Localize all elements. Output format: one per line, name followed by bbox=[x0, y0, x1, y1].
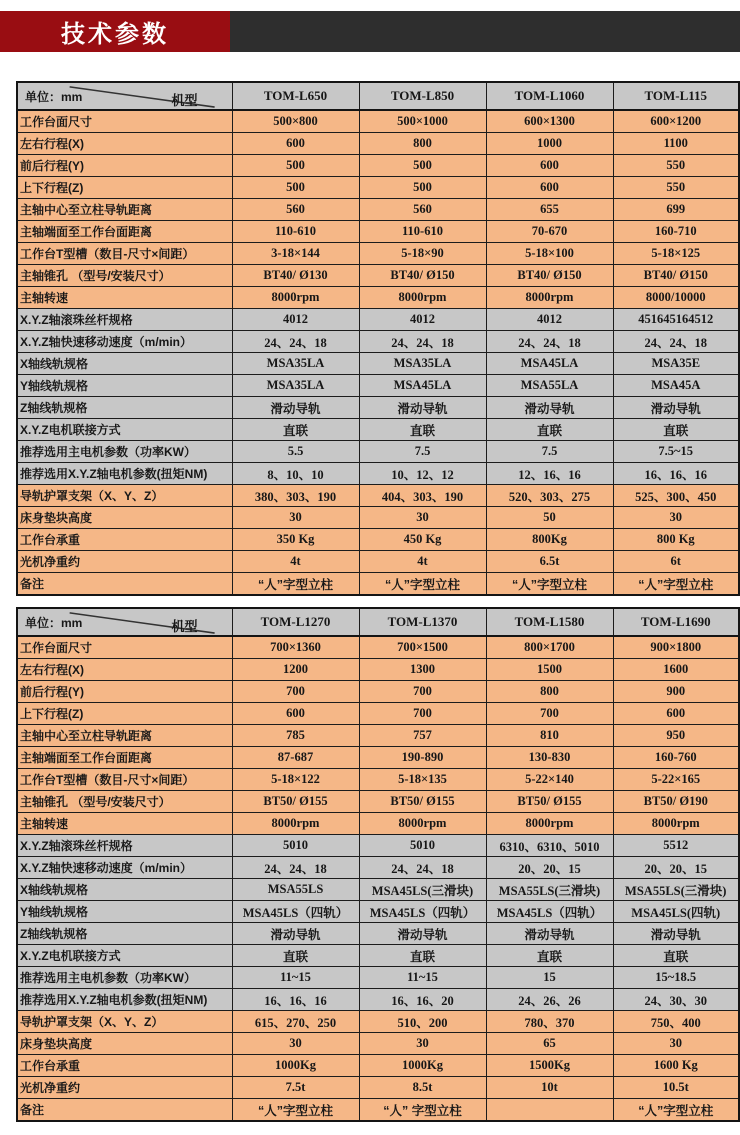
cell-value: 700×1360 bbox=[232, 636, 359, 659]
cell-value: 110-610 bbox=[359, 221, 486, 243]
cell-value: 16、16、16 bbox=[232, 989, 359, 1011]
cell-value: 700 bbox=[486, 703, 613, 725]
row-label: X轴线轨规格 bbox=[17, 879, 232, 901]
spec-row bbox=[17, 199, 739, 221]
cell-value: 7.5~15 bbox=[613, 441, 739, 463]
cell-value: 滑动导轨 bbox=[359, 923, 486, 945]
cell-value: 24、24、18 bbox=[486, 331, 613, 353]
row-label: 工作台承重 bbox=[17, 1055, 232, 1077]
cell-value: 750、400 bbox=[613, 1011, 739, 1033]
cell-value: 4t bbox=[359, 551, 486, 573]
cell-value: 780、370 bbox=[486, 1011, 613, 1033]
row-label: X.Y.Z轴快速移动速度（m/min） bbox=[17, 857, 232, 879]
model-label: 机型 bbox=[171, 619, 198, 634]
cell-value: 1000 bbox=[486, 133, 613, 155]
cell-value: 500 bbox=[359, 177, 486, 199]
spec-row bbox=[17, 879, 739, 901]
cell-value: 8000rpm bbox=[613, 813, 739, 835]
row-label: X.Y.Z电机联接方式 bbox=[17, 419, 232, 441]
cell-value: 190-890 bbox=[359, 747, 486, 769]
cell-value: 30 bbox=[613, 507, 739, 529]
cell-value: 8、10、10 bbox=[232, 463, 359, 485]
cell-value: 4012 bbox=[359, 309, 486, 331]
spec-row bbox=[17, 353, 739, 375]
unit-label: 单位：mm bbox=[25, 90, 83, 104]
cell-value: 5010 bbox=[359, 835, 486, 857]
cell-value: 1500Kg bbox=[486, 1055, 613, 1077]
cell-value: 700 bbox=[359, 703, 486, 725]
cell-value: MSA45A bbox=[613, 375, 739, 397]
cell-value: 451645164512 bbox=[613, 309, 739, 331]
cell-value: MSA55LA bbox=[486, 375, 613, 397]
spec-row bbox=[17, 177, 739, 199]
cell-value: 4012 bbox=[486, 309, 613, 331]
cell-value: “人” 字型立柱 bbox=[359, 1099, 486, 1122]
cell-value: BT50/ Ø155 bbox=[232, 791, 359, 813]
row-label: 前后行程(Y) bbox=[17, 155, 232, 177]
cell-value: “人”字型立柱 bbox=[359, 573, 486, 596]
unit-label: 单位：mm bbox=[25, 616, 83, 630]
cell-value: 450 Kg bbox=[359, 529, 486, 551]
cell-value: “人”字型立柱 bbox=[486, 573, 613, 596]
spec-row bbox=[17, 265, 739, 287]
spec-row bbox=[17, 243, 739, 265]
row-label: 床身垫块高度 bbox=[17, 507, 232, 529]
cell-value: 8000rpm bbox=[359, 287, 486, 309]
spec-row bbox=[17, 397, 739, 419]
row-label: 工作台承重 bbox=[17, 529, 232, 551]
spec-row bbox=[17, 441, 739, 463]
cell-value: 5-22×165 bbox=[613, 769, 739, 791]
row-label: 前后行程(Y) bbox=[17, 681, 232, 703]
cell-value: 65 bbox=[486, 1033, 613, 1055]
cell-value: 130-830 bbox=[486, 747, 613, 769]
cell-value: 滑动导轨 bbox=[486, 923, 613, 945]
cell-value: BT40/ Ø150 bbox=[486, 265, 613, 287]
spec-row bbox=[17, 287, 739, 309]
cell-value: MSA45LS(四轨) bbox=[613, 901, 739, 923]
row-label: 左右行程(X) bbox=[17, 133, 232, 155]
spec-row bbox=[17, 725, 739, 747]
cell-value: 7.5 bbox=[486, 441, 613, 463]
cell-value: 160-760 bbox=[613, 747, 739, 769]
spec-row bbox=[17, 1011, 739, 1033]
cell-value: 直联 bbox=[613, 419, 739, 441]
cell-value: BT50/ Ø155 bbox=[486, 791, 613, 813]
spec-row bbox=[17, 659, 739, 681]
cell-value: 1000Kg bbox=[359, 1055, 486, 1077]
row-label: 推荐选用X.Y.Z轴电机参数(扭矩NM) bbox=[17, 463, 232, 485]
row-label: 工作台面尺寸 bbox=[17, 636, 232, 659]
cell-value: MSA45LS(三滑块) bbox=[359, 879, 486, 901]
cell-value: 滑动导轨 bbox=[232, 923, 359, 945]
cell-value: 520、303、275 bbox=[486, 485, 613, 507]
model-name-header: TOM-L1270 bbox=[232, 608, 359, 636]
cell-value: 7.5 bbox=[359, 441, 486, 463]
cell-value: 800 bbox=[486, 681, 613, 703]
cell-value: BT50/ Ø190 bbox=[613, 791, 739, 813]
cell-value: 500 bbox=[232, 177, 359, 199]
spec-table-1 bbox=[16, 81, 740, 596]
cell-value: 8000rpm bbox=[486, 813, 613, 835]
cell-value: “人”字型立柱 bbox=[613, 573, 739, 596]
cell-value: 4012 bbox=[232, 309, 359, 331]
model-header-row bbox=[17, 608, 739, 636]
spec-row bbox=[17, 133, 739, 155]
spec-row bbox=[17, 1077, 739, 1099]
cell-value: MSA35LA bbox=[232, 353, 359, 375]
cell-value: 30 bbox=[359, 1033, 486, 1055]
spec-row bbox=[17, 419, 739, 441]
cell-value: 70-670 bbox=[486, 221, 613, 243]
cell-value: MSA55LS bbox=[232, 879, 359, 901]
cell-value: 87-687 bbox=[232, 747, 359, 769]
spec-row bbox=[17, 463, 739, 485]
row-label: 主轴转速 bbox=[17, 813, 232, 835]
cell-value: 110-610 bbox=[232, 221, 359, 243]
cell-value: 20、20、15 bbox=[486, 857, 613, 879]
model-label: 机型 bbox=[171, 93, 198, 108]
cell-value: 20、20、15 bbox=[613, 857, 739, 879]
spec-row bbox=[17, 551, 739, 573]
spec-row bbox=[17, 221, 739, 243]
row-label: Z轴线轨规格 bbox=[17, 923, 232, 945]
cell-value: 550 bbox=[613, 155, 739, 177]
row-label: Z轴线轨规格 bbox=[17, 397, 232, 419]
cell-value: 600 bbox=[486, 177, 613, 199]
cell-value: 30 bbox=[232, 507, 359, 529]
cell-value: 1300 bbox=[359, 659, 486, 681]
cell-value: 10t bbox=[486, 1077, 613, 1099]
spec-row bbox=[17, 835, 739, 857]
row-label: X.Y.Z轴滚珠丝杆规格 bbox=[17, 835, 232, 857]
cell-value: “人”字型立柱 bbox=[613, 1099, 739, 1122]
cell-value: 滑动导轨 bbox=[359, 397, 486, 419]
row-label: X轴线轨规格 bbox=[17, 353, 232, 375]
cell-value: 1100 bbox=[613, 133, 739, 155]
title-banner bbox=[0, 11, 740, 52]
row-label: 主轴锥孔 （型号/安装尺寸） bbox=[17, 265, 232, 287]
cell-value: 615、270、250 bbox=[232, 1011, 359, 1033]
cell-value: 5-22×140 bbox=[486, 769, 613, 791]
cell-value: 900 bbox=[613, 681, 739, 703]
cell-value: MSA35LA bbox=[232, 375, 359, 397]
cell-value: 550 bbox=[613, 177, 739, 199]
top-left-red-strip bbox=[0, 11, 100, 14]
cell-value: MSA55LS(三滑块) bbox=[613, 879, 739, 901]
cell-value: 5-18×90 bbox=[359, 243, 486, 265]
row-label: Y轴线轨规格 bbox=[17, 375, 232, 397]
cell-value: 600×1300 bbox=[486, 110, 613, 133]
cell-value: 404、303、190 bbox=[359, 485, 486, 507]
cell-value: 10、12、12 bbox=[359, 463, 486, 485]
cell-value: 600 bbox=[232, 703, 359, 725]
row-label: 推荐选用X.Y.Z轴电机参数(扭矩NM) bbox=[17, 989, 232, 1011]
spec-row bbox=[17, 703, 739, 725]
spec-row bbox=[17, 573, 739, 596]
row-label: 工作台T型槽（数目-尺寸×间距） bbox=[17, 769, 232, 791]
cell-value: 24、24、18 bbox=[613, 331, 739, 353]
spec-row bbox=[17, 1055, 739, 1077]
spec-row bbox=[17, 989, 739, 1011]
cell-value: 5010 bbox=[232, 835, 359, 857]
row-label: 工作台面尺寸 bbox=[17, 110, 232, 133]
spec-row bbox=[17, 110, 739, 133]
cell-value: 8000/10000 bbox=[613, 287, 739, 309]
spec-row bbox=[17, 507, 739, 529]
cell-value: 15 bbox=[486, 967, 613, 989]
cell-value: 500×1000 bbox=[359, 110, 486, 133]
cell-value: 700 bbox=[232, 681, 359, 703]
row-label: 主轴中心至立柱导轨距离 bbox=[17, 199, 232, 221]
cell-value: 500×800 bbox=[232, 110, 359, 133]
cell-value: 1600 Kg bbox=[613, 1055, 739, 1077]
cell-value: 700×1500 bbox=[359, 636, 486, 659]
cell-value: 5512 bbox=[613, 835, 739, 857]
cell-value: 直联 bbox=[613, 945, 739, 967]
cell-value: 560 bbox=[232, 199, 359, 221]
cell-value: 4t bbox=[232, 551, 359, 573]
cell-value: 24、24、18 bbox=[232, 331, 359, 353]
cell-value: BT40/ Ø150 bbox=[613, 265, 739, 287]
cell-value: 24、24、18 bbox=[359, 857, 486, 879]
cell-value: 滑动导轨 bbox=[232, 397, 359, 419]
cell-value: 11~15 bbox=[232, 967, 359, 989]
row-label: 主轴转速 bbox=[17, 287, 232, 309]
cell-value: 11~15 bbox=[359, 967, 486, 989]
cell-value: MSA35E bbox=[613, 353, 739, 375]
spec-table-2 bbox=[16, 607, 740, 1122]
cell-value: 800 bbox=[359, 133, 486, 155]
cell-value: 500 bbox=[359, 155, 486, 177]
cell-value: 1500 bbox=[486, 659, 613, 681]
cell-value: MSA55LS(三滑块) bbox=[486, 879, 613, 901]
spec-row bbox=[17, 485, 739, 507]
cell-value: “人”字型立柱 bbox=[232, 1099, 359, 1122]
cell-value: MSA45LA bbox=[359, 375, 486, 397]
cell-value: 160-710 bbox=[613, 221, 739, 243]
spec-row bbox=[17, 681, 739, 703]
spec-row bbox=[17, 331, 739, 353]
cell-value: 7.5t bbox=[232, 1077, 359, 1099]
model-name-header: TOM-L650 bbox=[232, 82, 359, 110]
cell-value: 500 bbox=[232, 155, 359, 177]
row-label: X.Y.Z电机联接方式 bbox=[17, 945, 232, 967]
row-label: 左右行程(X) bbox=[17, 659, 232, 681]
spec-row bbox=[17, 857, 739, 879]
spec-row bbox=[17, 945, 739, 967]
model-name-header: TOM-L1580 bbox=[486, 608, 613, 636]
cell-value: 12、16、16 bbox=[486, 463, 613, 485]
model-name-header: TOM-L850 bbox=[359, 82, 486, 110]
cell-value: 24、24、18 bbox=[359, 331, 486, 353]
cell-value: 直联 bbox=[359, 945, 486, 967]
row-label: 主轴中心至立柱导轨距离 bbox=[17, 725, 232, 747]
cell-value: 24、30、30 bbox=[613, 989, 739, 1011]
cell-value: 600 bbox=[232, 133, 359, 155]
cell-value: 5-18×135 bbox=[359, 769, 486, 791]
cell-value: 16、16、20 bbox=[359, 989, 486, 1011]
spec-row bbox=[17, 791, 739, 813]
cell-value: 800Kg bbox=[486, 529, 613, 551]
cell-value: 直联 bbox=[359, 419, 486, 441]
row-label: 备注 bbox=[17, 1099, 232, 1122]
cell-value: 785 bbox=[232, 725, 359, 747]
cell-value: 24、24、18 bbox=[232, 857, 359, 879]
cell-value: 滑动导轨 bbox=[613, 923, 739, 945]
cell-value: 8000rpm bbox=[486, 287, 613, 309]
cell-value: 1600 bbox=[613, 659, 739, 681]
cell-value: MSA45LS（四轨） bbox=[359, 901, 486, 923]
row-label: 主轴锥孔 （型号/安装尺寸） bbox=[17, 791, 232, 813]
model-name-header: TOM-L1690 bbox=[613, 608, 739, 636]
page-title: 技术参数 bbox=[61, 21, 169, 48]
row-label: Y轴线轨规格 bbox=[17, 901, 232, 923]
row-label: 上下行程(Z) bbox=[17, 703, 232, 725]
row-label: X.Y.Z轴快速移动速度（m/min） bbox=[17, 331, 232, 353]
cell-value: 950 bbox=[613, 725, 739, 747]
model-name-header: TOM-L1060 bbox=[486, 82, 613, 110]
row-label: 推荐选用主电机参数（功率KW） bbox=[17, 441, 232, 463]
row-label: 导轨护罩支架（X、Y、Z） bbox=[17, 1011, 232, 1033]
model-name-header: TOM-L1370 bbox=[359, 608, 486, 636]
cell-value: 滑动导轨 bbox=[613, 397, 739, 419]
spec-row bbox=[17, 155, 739, 177]
cell-value bbox=[486, 1099, 613, 1122]
cell-value: 50 bbox=[486, 507, 613, 529]
cell-value: 6.5t bbox=[486, 551, 613, 573]
cell-value: 757 bbox=[359, 725, 486, 747]
cell-value: 525、300、450 bbox=[613, 485, 739, 507]
spec-row bbox=[17, 813, 739, 835]
cell-value: 655 bbox=[486, 199, 613, 221]
cell-value: 350 Kg bbox=[232, 529, 359, 551]
spec-row bbox=[17, 769, 739, 791]
cell-value: 直联 bbox=[486, 945, 613, 967]
cell-value: 8000rpm bbox=[232, 813, 359, 835]
cell-value: 30 bbox=[613, 1033, 739, 1055]
cell-value: 8.5t bbox=[359, 1077, 486, 1099]
row-label: 光机净重约 bbox=[17, 1077, 232, 1099]
cell-value: 1200 bbox=[232, 659, 359, 681]
spec-tables-container bbox=[0, 81, 740, 1122]
row-label: 推荐选用主电机参数（功率KW） bbox=[17, 967, 232, 989]
cell-value: 8000rpm bbox=[359, 813, 486, 835]
cell-value: BT40/ Ø150 bbox=[359, 265, 486, 287]
corner-header-cell bbox=[17, 82, 232, 110]
cell-value: 810 bbox=[486, 725, 613, 747]
row-label: X.Y.Z轴滚珠丝杆规格 bbox=[17, 309, 232, 331]
row-label: 主轴端面至工作台面距离 bbox=[17, 747, 232, 769]
cell-value: 5.5 bbox=[232, 441, 359, 463]
row-label: 床身垫块高度 bbox=[17, 1033, 232, 1055]
cell-value: 600 bbox=[613, 703, 739, 725]
cell-value: MSA45LS（四轨） bbox=[232, 901, 359, 923]
row-label: 光机净重约 bbox=[17, 551, 232, 573]
cell-value: 699 bbox=[613, 199, 739, 221]
spec-row bbox=[17, 1033, 739, 1055]
banner-dark-block bbox=[230, 11, 740, 52]
cell-value: 直联 bbox=[486, 419, 613, 441]
spec-row bbox=[17, 309, 739, 331]
row-label: 工作台T型槽（数目-尺寸×间距） bbox=[17, 243, 232, 265]
cell-value: 6t bbox=[613, 551, 739, 573]
cell-value: 380、303、190 bbox=[232, 485, 359, 507]
cell-value: 5-18×100 bbox=[486, 243, 613, 265]
cell-value: “人”字型立柱 bbox=[232, 573, 359, 596]
spec-row bbox=[17, 901, 739, 923]
cell-value: 24、26、26 bbox=[486, 989, 613, 1011]
cell-value: 6310、6310、5010 bbox=[486, 835, 613, 857]
cell-value: MSA35LA bbox=[359, 353, 486, 375]
banner-red-block bbox=[0, 11, 230, 52]
row-label: 上下行程(Z) bbox=[17, 177, 232, 199]
spec-row bbox=[17, 375, 739, 397]
cell-value: BT40/ Ø130 bbox=[232, 265, 359, 287]
cell-value: 800 Kg bbox=[613, 529, 739, 551]
spec-row bbox=[17, 747, 739, 769]
cell-value: 30 bbox=[359, 507, 486, 529]
spec-row bbox=[17, 636, 739, 659]
cell-value: 700 bbox=[359, 681, 486, 703]
row-label: 导轨护罩支架（X、Y、Z） bbox=[17, 485, 232, 507]
cell-value: 900×1800 bbox=[613, 636, 739, 659]
cell-value: 5-18×125 bbox=[613, 243, 739, 265]
spec-row bbox=[17, 529, 739, 551]
cell-value: 滑动导轨 bbox=[486, 397, 613, 419]
cell-value: 30 bbox=[232, 1033, 359, 1055]
cell-value: 直联 bbox=[232, 419, 359, 441]
cell-value: 600×1200 bbox=[613, 110, 739, 133]
model-name-header: TOM-L115 bbox=[613, 82, 739, 110]
row-label: 主轴端面至工作台面距离 bbox=[17, 221, 232, 243]
spec-row bbox=[17, 923, 739, 945]
corner-header-cell bbox=[17, 608, 232, 636]
spec-row bbox=[17, 1099, 739, 1122]
cell-value: 8000rpm bbox=[232, 287, 359, 309]
cell-value: 800×1700 bbox=[486, 636, 613, 659]
cell-value: MSA45LA bbox=[486, 353, 613, 375]
model-header-row bbox=[17, 82, 739, 110]
cell-value: 510、200 bbox=[359, 1011, 486, 1033]
spec-row bbox=[17, 967, 739, 989]
cell-value: 10.5t bbox=[613, 1077, 739, 1099]
cell-value: 600 bbox=[486, 155, 613, 177]
cell-value: 1000Kg bbox=[232, 1055, 359, 1077]
cell-value: MSA45LS（四轨） bbox=[486, 901, 613, 923]
cell-value: 16、16、16 bbox=[613, 463, 739, 485]
cell-value: 15~18.5 bbox=[613, 967, 739, 989]
cell-value: 3-18×144 bbox=[232, 243, 359, 265]
cell-value: 560 bbox=[359, 199, 486, 221]
cell-value: 5-18×122 bbox=[232, 769, 359, 791]
cell-value: 直联 bbox=[232, 945, 359, 967]
row-label: 备注 bbox=[17, 573, 232, 596]
cell-value: BT50/ Ø155 bbox=[359, 791, 486, 813]
